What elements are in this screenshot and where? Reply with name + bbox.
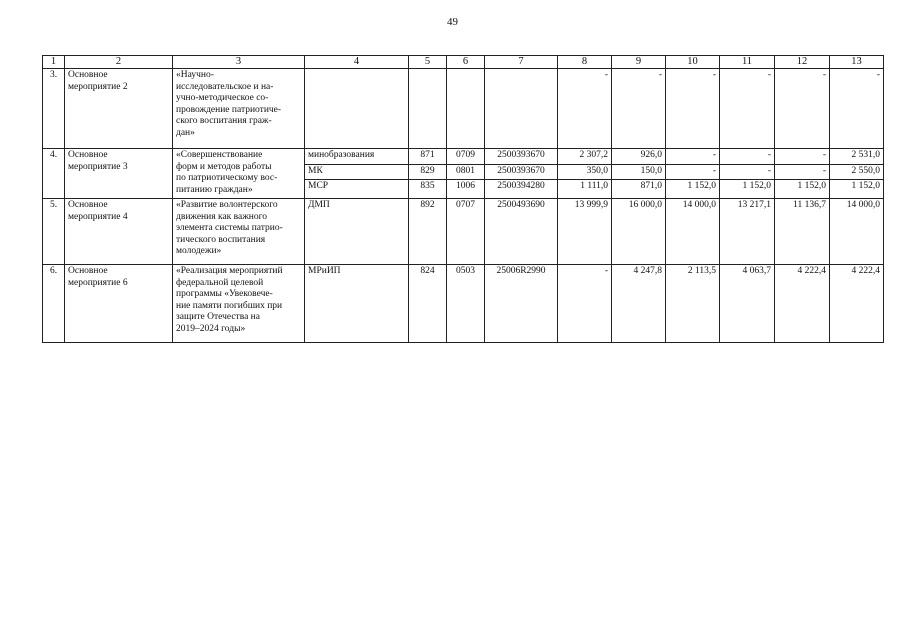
value-cell: 4 247,8 (612, 265, 666, 343)
value-cell: 16 000,0 (612, 199, 666, 265)
column-header: 9 (612, 56, 666, 69)
activity-type: Основное мероприятие 2 (65, 69, 173, 149)
value-cell: 2 531,0 (830, 149, 884, 165)
agency-cell (305, 69, 409, 149)
activity-name: «Реализация мероприятий федеральной целевой программы «Увековече- ние памяти погибших при защите Отечества на 2019–2024 годы» (173, 265, 305, 343)
section-cell: 0801 (447, 164, 485, 180)
table-body (43, 69, 884, 343)
column-header: 3 (173, 56, 305, 69)
table-row (43, 149, 884, 165)
row-number: 3. (43, 69, 65, 149)
value-cell: - (612, 69, 666, 149)
value-cell: 4 222,4 (775, 265, 830, 343)
activity-name: «Научно- исследовательское и на- учно-методическое со- провождение патриотиче- ского воспитания граж- дан» (173, 69, 305, 149)
table-row (43, 69, 884, 149)
section-cell: 0503 (447, 265, 485, 343)
column-header: 4 (305, 56, 409, 69)
value-cell: - (720, 164, 775, 180)
code-cell: 871 (409, 149, 447, 165)
section-cell: 1006 (447, 180, 485, 199)
value-cell: 871,0 (612, 180, 666, 199)
value-cell: 13 999,9 (558, 199, 612, 265)
value-cell: - (775, 164, 830, 180)
column-header: 10 (666, 56, 720, 69)
value-cell: 1 152,0 (830, 180, 884, 199)
value-cell: 11 136,7 (775, 199, 830, 265)
activity-type: Основное мероприятие 4 (65, 199, 173, 265)
value-cell: - (720, 69, 775, 149)
value-cell: 13 217,1 (720, 199, 775, 265)
header-row (43, 56, 884, 69)
section-cell: 0707 (447, 199, 485, 265)
value-cell: 1 152,0 (720, 180, 775, 199)
page-number: 49 (447, 16, 458, 28)
code-cell: 835 (409, 180, 447, 199)
agency-cell: МСР (305, 180, 409, 199)
activity-type: Основное мероприятие 6 (65, 265, 173, 343)
column-header: 12 (775, 56, 830, 69)
code-cell: 892 (409, 199, 447, 265)
table-row (43, 199, 884, 265)
column-header: 11 (720, 56, 775, 69)
code-cell: 829 (409, 164, 447, 180)
value-cell: 4 063,7 (720, 265, 775, 343)
value-cell: 14 000,0 (666, 199, 720, 265)
row-number: 6. (43, 265, 65, 343)
value-cell: 350,0 (558, 164, 612, 180)
target-article-cell: 2500394280 (485, 180, 558, 199)
value-cell: - (558, 69, 612, 149)
column-header: 8 (558, 56, 612, 69)
value-cell: 14 000,0 (830, 199, 884, 265)
value-cell: - (830, 69, 884, 149)
agency-cell: ДМП (305, 199, 409, 265)
value-cell: 1 111,0 (558, 180, 612, 199)
agency-cell: МК (305, 164, 409, 180)
value-cell: - (666, 149, 720, 165)
code-cell (409, 69, 447, 149)
value-cell: 1 152,0 (775, 180, 830, 199)
agency-cell: МРиИП (305, 265, 409, 343)
target-article-cell: 25006R2990 (485, 265, 558, 343)
row-number: 4. (43, 149, 65, 199)
value-cell: 2 113,5 (666, 265, 720, 343)
program-table (42, 55, 884, 343)
value-cell: - (775, 149, 830, 165)
agency-cell: минобразования (305, 149, 409, 165)
section-cell: 0709 (447, 149, 485, 165)
row-number: 5. (43, 199, 65, 265)
section-cell (447, 69, 485, 149)
value-cell: - (720, 149, 775, 165)
column-header: 6 (447, 56, 485, 69)
value-cell: - (775, 69, 830, 149)
value-cell: - (558, 265, 612, 343)
value-cell: 1 152,0 (666, 180, 720, 199)
target-article-cell: 2500493690 (485, 199, 558, 265)
column-header: 7 (485, 56, 558, 69)
value-cell: 2 550,0 (830, 164, 884, 180)
table-row (43, 265, 884, 343)
activity-name: «Совершенствование форм и методов работы по патриотическому вос- питанию граждан» (173, 149, 305, 199)
value-cell: 4 222,4 (830, 265, 884, 343)
value-cell: 2 307,2 (558, 149, 612, 165)
column-header: 13 (830, 56, 884, 69)
column-header: 2 (65, 56, 173, 69)
target-article-cell: 2500393670 (485, 164, 558, 180)
activity-type: Основное мероприятие 3 (65, 149, 173, 199)
value-cell: 926,0 (612, 149, 666, 165)
column-header: 5 (409, 56, 447, 69)
value-cell: - (666, 164, 720, 180)
code-cell: 824 (409, 265, 447, 343)
column-header: 1 (43, 56, 65, 69)
value-cell: 150,0 (612, 164, 666, 180)
value-cell: - (666, 69, 720, 149)
activity-name: «Развитие волонтерского движения как важного элемента системы патрио- тического воспитания молодежи» (173, 199, 305, 265)
target-article-cell: 2500393670 (485, 149, 558, 165)
target-article-cell (485, 69, 558, 149)
